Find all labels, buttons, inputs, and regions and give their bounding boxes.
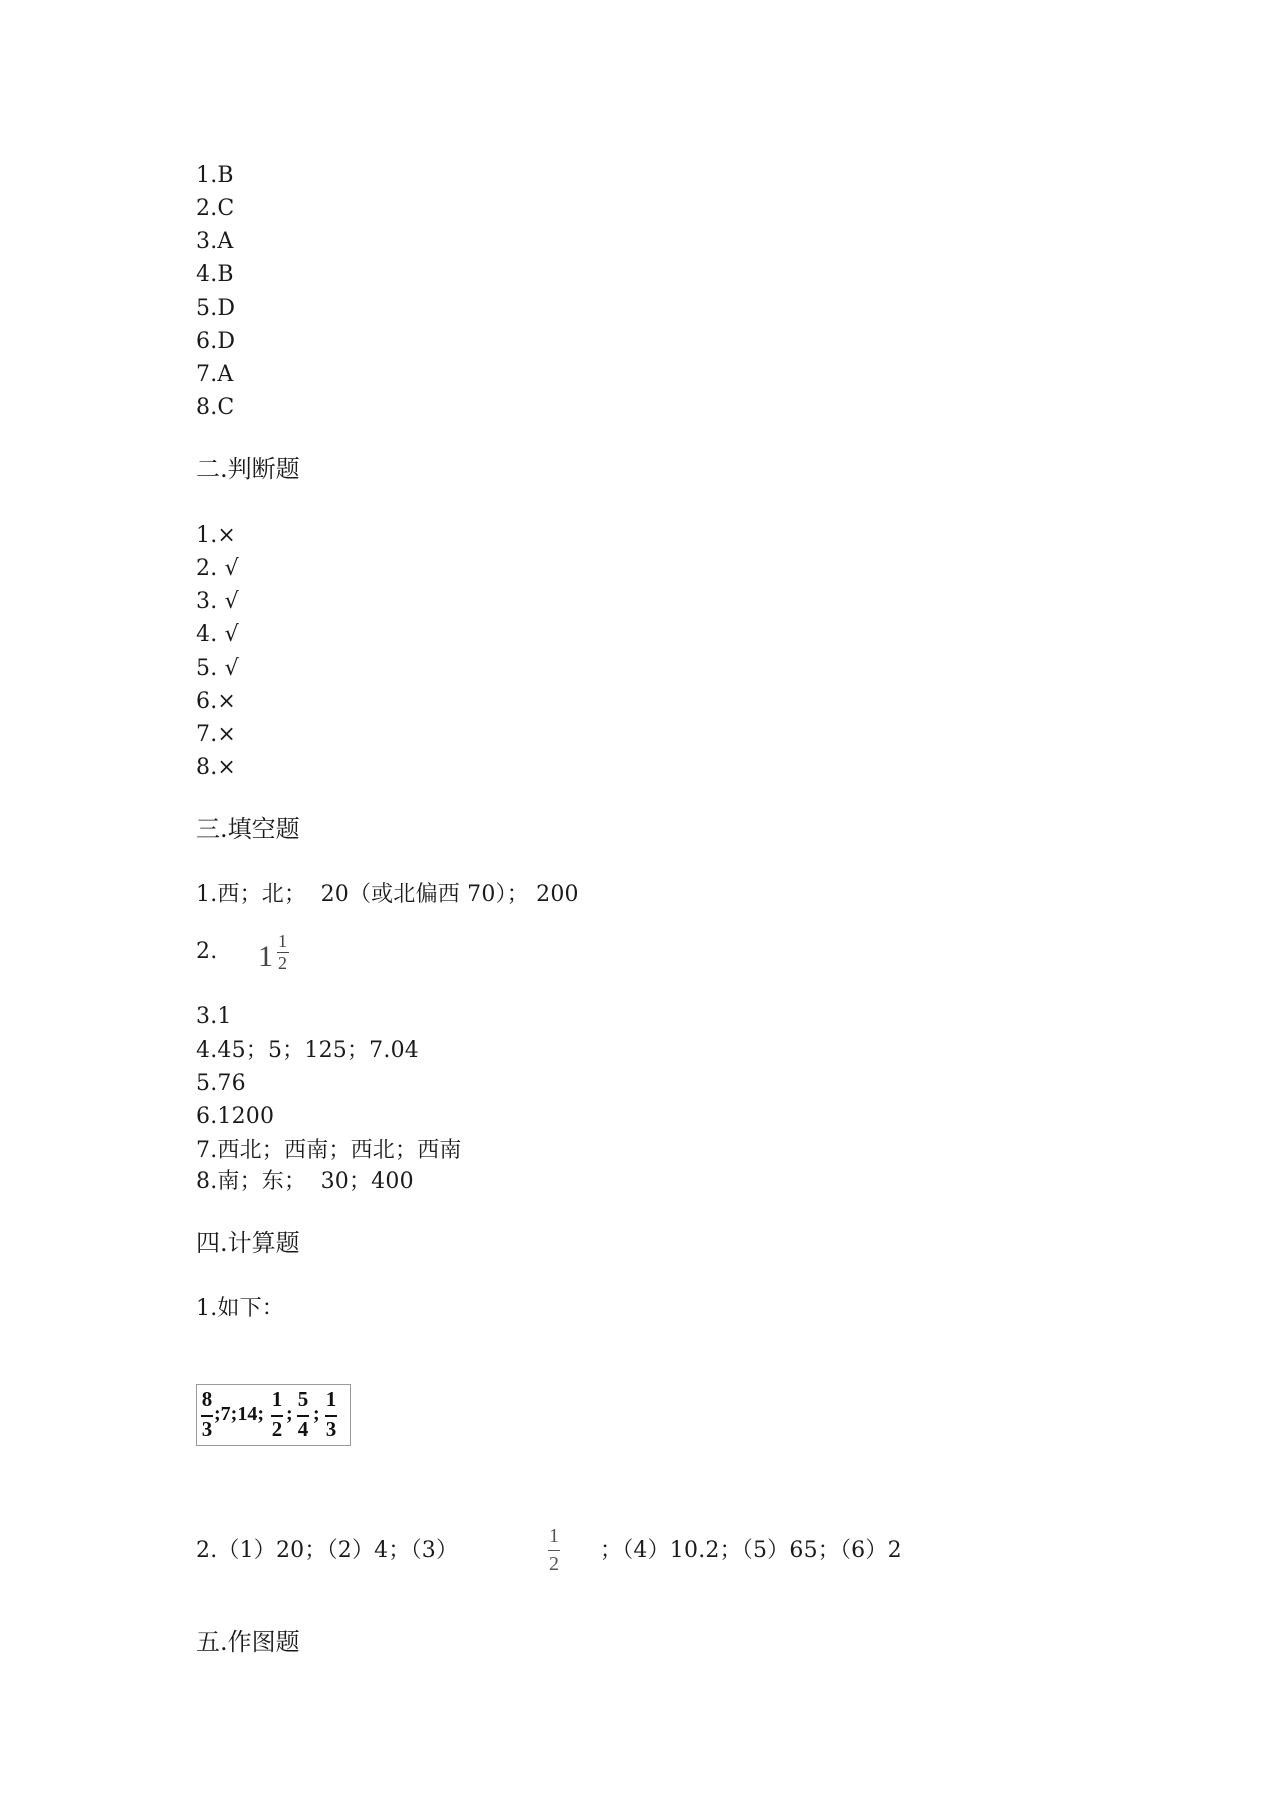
judge-answer-7: 7.× [196, 722, 237, 747]
fraction-numerator: 1 [325, 1387, 337, 1411]
section-5-heading: 五.作图题 [196, 1628, 300, 1656]
judge-answer-8: 8.× [196, 755, 237, 780]
judge-answer-2: 2. √ [196, 556, 239, 581]
choice-answer-4: 4.B [196, 262, 234, 287]
fraction-one-half [546, 1526, 562, 1578]
choice-answer-7: 7.A [196, 362, 234, 387]
mixed-number-numerator: 1 [278, 931, 287, 951]
fraction-5-4 [296, 1388, 310, 1444]
judge-answer-4: 4. √ [196, 622, 239, 647]
fraction-denominator: 4 [297, 1417, 309, 1441]
calc-answer-2-start: 2.（1）20；（2）4；（3） [196, 1538, 459, 1563]
judge-answer-1: 1.× [196, 523, 237, 548]
judge-answer-5: 5. √ [196, 656, 239, 681]
fraction-denominator: 3 [201, 1417, 213, 1441]
box-separator: ; [313, 1403, 320, 1425]
fraction-numerator: 1 [549, 1525, 559, 1547]
fill-answer-5: 5.76 [196, 1071, 246, 1096]
fraction-denominator: 2 [549, 1553, 559, 1575]
judge-answer-3: 3. √ [196, 589, 239, 614]
fraction-denominator: 3 [325, 1417, 337, 1441]
mixed-number-denominator: 2 [278, 953, 287, 973]
choice-answer-2: 2.C [196, 196, 235, 221]
calc-answer-1-box [196, 1384, 351, 1446]
choice-answer-8: 8.C [196, 395, 235, 420]
calc-answer-2-end: ；（4）10.2；（5）65；（6）2 [600, 1538, 902, 1563]
fraction-numerator: 5 [297, 1387, 309, 1411]
choice-answer-6: 6.D [196, 329, 236, 354]
fraction-denominator: 2 [271, 1417, 283, 1441]
fill-answer-4: 4.45；5；125；7.04 [196, 1038, 419, 1063]
fraction-8-3 [200, 1388, 214, 1444]
fill-answer-8: 8.南；东； 30；400 [196, 1169, 414, 1194]
choice-answer-1: 1.B [196, 163, 234, 188]
calc-answer-1-label: 1.如下： [196, 1296, 284, 1321]
mixed-number [258, 932, 298, 980]
fill-answer-1: 1.西；北； 20（或北偏西 70）； 200 [196, 882, 579, 907]
fraction-numerator: 8 [201, 1387, 213, 1411]
section-4-heading: 四.计算题 [196, 1229, 300, 1257]
box-separator: ; [286, 1403, 293, 1425]
section-2-heading: 二.判断题 [196, 455, 300, 483]
judge-answer-6: 6.× [196, 689, 237, 714]
mixed-number-whole: 1 [258, 940, 273, 973]
fraction-numerator: 1 [271, 1387, 283, 1411]
fill-answer-3: 3.1 [196, 1004, 232, 1029]
fill-answer-7: 7.西北；西南；西北；西南 [196, 1138, 462, 1163]
choice-answer-5: 5.D [196, 296, 236, 321]
section-3-heading: 三.填空题 [196, 815, 300, 843]
fraction-1-2 [270, 1388, 284, 1444]
fill-answer-2-label: 2. [196, 939, 218, 964]
fill-answer-6: 6.1200 [196, 1104, 275, 1129]
fraction-bar [548, 1550, 560, 1551]
box-middle-text: ;7;14; [214, 1403, 264, 1425]
choice-answer-3: 3.A [196, 229, 234, 254]
fraction-1-3 [324, 1388, 338, 1444]
